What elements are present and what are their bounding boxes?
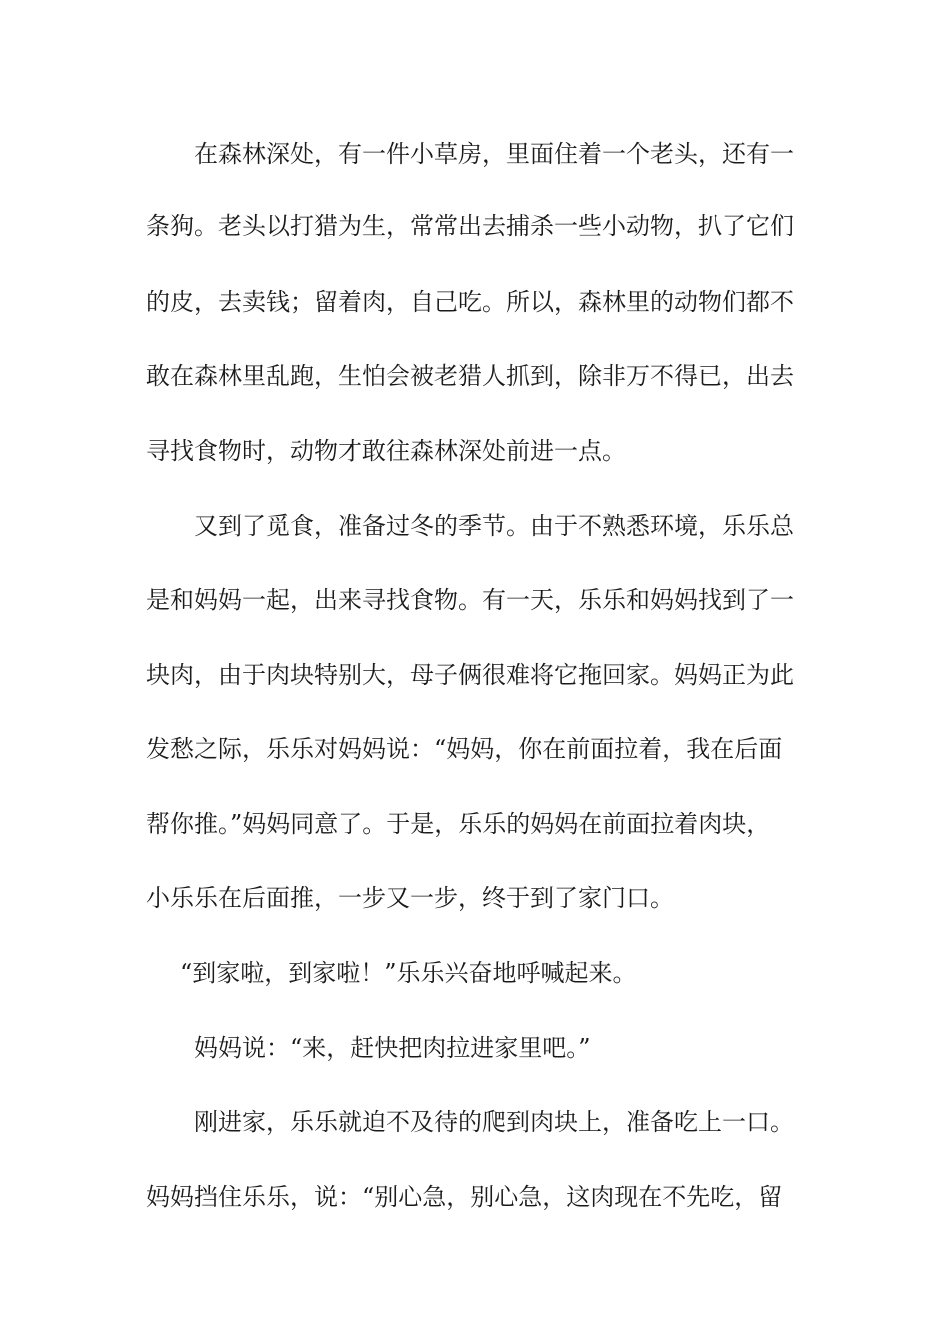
text-line: 块肉，由于肉块特别大，母子俩很难将它拖回家。妈妈正为此 [146,661,794,689]
text-line: 是和妈妈一起，出来寻找食物。有一天，乐乐和妈妈找到了一 [146,586,794,614]
text-line: 妈妈说：“来，赶快把肉拉进家里吧。” [194,1034,591,1062]
text-line: 寻找食物时，动物才敢往森林深处前进一点。 [146,437,626,465]
text-line: 发愁之际，乐乐对妈妈说：“妈妈，你在前面拉着，我在后面 [146,735,783,763]
text-line: “到家啦，到家啦！”乐乐兴奋地呼喊起来。 [180,959,637,987]
text-line: 在森林深处，有一件小草房，里面住着一个老头，还有一 [194,140,794,168]
text-line: 条狗。老头以打猎为生，常常出去捕杀一些小动物，扒了它们 [146,212,794,240]
text-line: 刚进家，乐乐就迫不及待的爬到肉块上，准备吃上一口。 [194,1108,794,1136]
text-line: 敢在森林里乱跑，生怕会被老猎人抓到，除非万不得已，出去 [146,362,794,390]
text-line: 的皮，去卖钱；留着肉，自己吃。所以，森林里的动物们都不 [146,288,794,316]
text-line: 小乐乐在后面推，一步又一步，终于到了家门口。 [146,884,674,912]
text-line: 妈妈挡住乐乐，说：“别心急，别心急，这肉现在不先吃，留 [146,1183,783,1211]
text-line: 帮你推。”妈妈同意了。于是，乐乐的妈妈在前面拉着肉块， [146,810,771,838]
text-line: 又到了觅食，准备过冬的季节。由于不熟悉环境，乐乐总 [194,512,794,540]
